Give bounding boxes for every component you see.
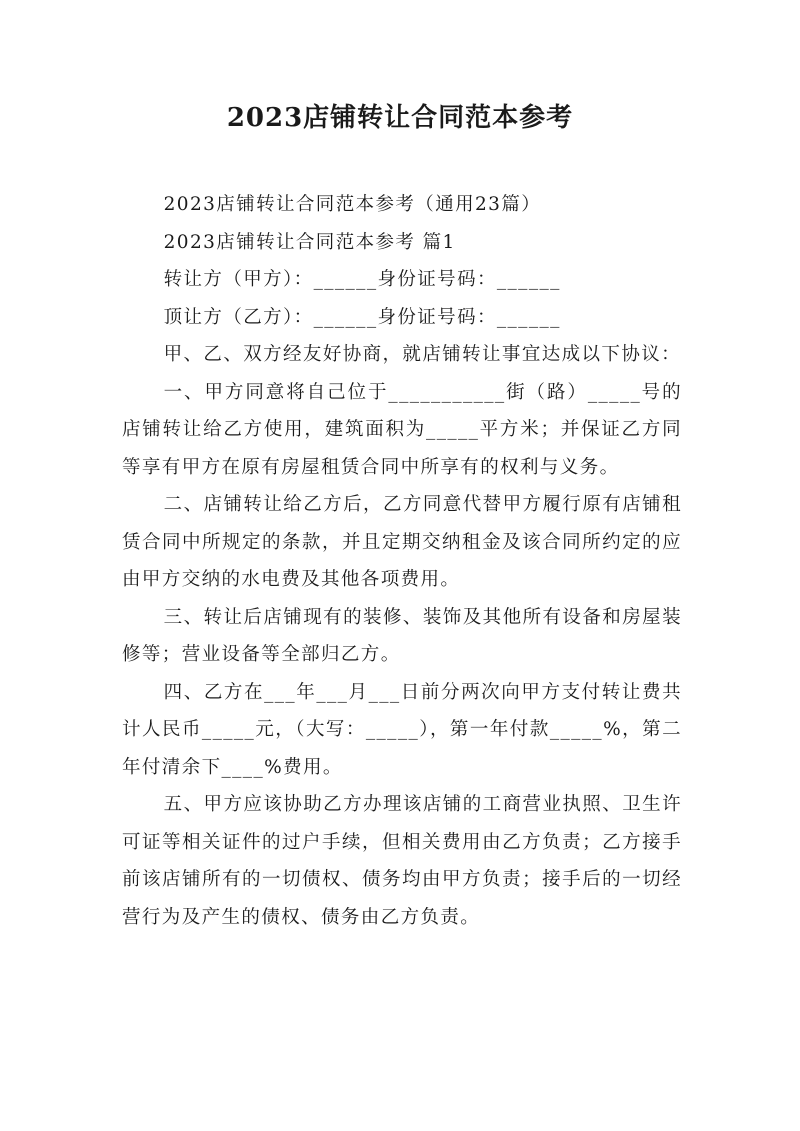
clause-2: 二、店铺转让给乙方后，乙方同意代替甲方履行原有店铺租赁合同中所规定的条款，并且定期交纳租金及该合同所约定的应由甲方交纳的水电费及其他各项费用。 <box>122 494 682 590</box>
document-body <box>122 186 682 936</box>
subtitle-line: 2023店铺转让合同范本参考（通用23篇） <box>163 194 542 215</box>
clause-4: 四、乙方在___年___月___日前分两次向甲方支付转让费共计人民币_____元，（大写：_____），第一年付款_____%，第二年付清余下____%费用。 <box>122 681 682 778</box>
clause-5: 五、甲方应该协助乙方办理该店铺的工商营业执照、卫生许可证等相关证件的过户手续，但相关费用由乙方负责；乙方接手前该店铺所有的一切债权、债务均由甲方负责；接手后的一切经营行为及产生的债权、债务由乙方负责。 <box>122 794 682 928</box>
section-heading: 2023店铺转让合同范本参考 篇1 <box>163 231 456 253</box>
transferor-line: 转让方（甲方）：______身份证号码：______ <box>163 269 561 290</box>
clause-3: 三、转让后店铺现有的装修、装饰及其他所有设备和房屋装修等；营业设备等全部归乙方。 <box>122 606 682 665</box>
transferee-line: 顶让方（乙方）：______身份证号码：______ <box>163 306 561 328</box>
document-title: 2023店铺转让合同范本参考 <box>226 103 574 133</box>
intro-paragraph: 甲、乙、双方经友好协商，就店铺转让事宜达成以下协议： <box>163 344 682 365</box>
clause-1: 一、甲方同意将自己位于___________街（路）_____号的店铺转让给乙方使用，建筑面积为_____平方米；并保证乙方同等享有甲方在原有房屋租赁合同中所享有的权利与义务。 <box>122 381 682 478</box>
